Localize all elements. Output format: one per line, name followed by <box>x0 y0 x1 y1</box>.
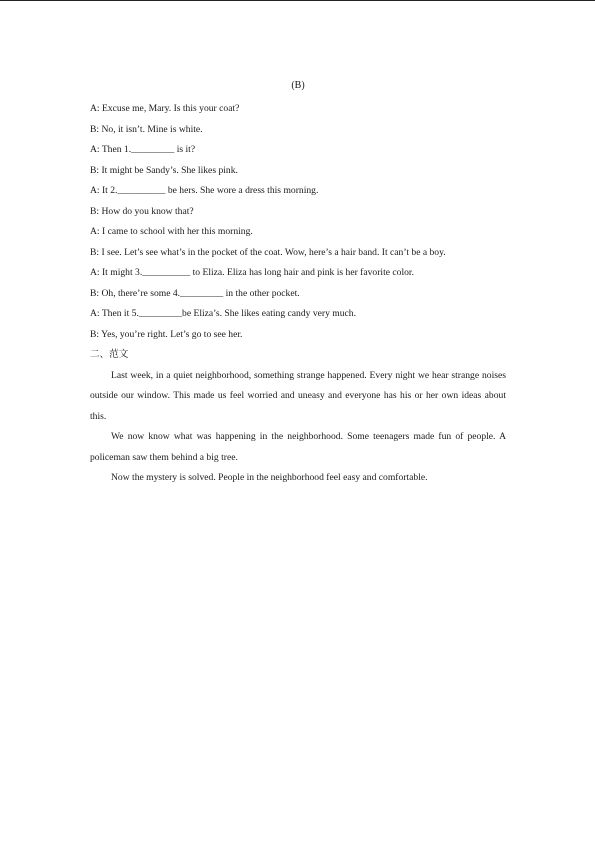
document-body <box>90 79 506 489</box>
dialogue-line: B: Yes, you’re right. Let’s go to see her. <box>90 328 243 340</box>
section-label: (B) <box>291 80 305 91</box>
dialogue-line: A: It 2.__________ be hers. She wore a dress this morning. <box>90 185 319 196</box>
essay-paragraph: We now know what was happening in the neighborhood. Some teenagers made fun of people. A policeman saw them behind a big tree. <box>90 431 506 463</box>
dialogue-line: B: It might be Sandy’s. She likes pink. <box>90 164 238 176</box>
dialogue <box>90 99 506 345</box>
dialogue-line: A: Then it 5._________be Eliza’s. She likes eating candy very much. <box>90 308 356 319</box>
top-rule <box>0 0 595 1</box>
dialogue-line: B: No, it isn’t. Mine is white. <box>90 123 203 135</box>
dialogue-line: A: I came to school with her this morning. <box>90 226 253 237</box>
dialogue-line: B: Oh, there’re some 4._________ in the other pocket. <box>90 287 300 299</box>
essay-heading: 二、范文 <box>90 349 129 360</box>
essay-paragraph: Last week, in a quiet neighborhood, something strange happened. Every night we hear strange noises outside our window. This made us feel worried and uneasy and everyone has his or her own ideas about this. <box>90 369 506 422</box>
dialogue-line: B: How do you know that? <box>90 205 194 217</box>
dialogue-line: A: Excuse me, Mary. Is this your coat? <box>90 103 240 114</box>
dialogue-line: A: It might 3.__________ to Eliza. Eliza has long hair and pink is her favorite color. <box>90 267 414 278</box>
dialogue-line: B: I see. Let’s see what’s in the pocket of the coat. Wow, here’s a hair band. It can’t be a boy. <box>90 246 446 258</box>
essay <box>90 366 506 489</box>
dialogue-line: A: Then 1._________ is it? <box>90 144 196 155</box>
essay-paragraph: Now the mystery is solved. People in the neighborhood feel easy and comfortable. <box>111 472 428 483</box>
